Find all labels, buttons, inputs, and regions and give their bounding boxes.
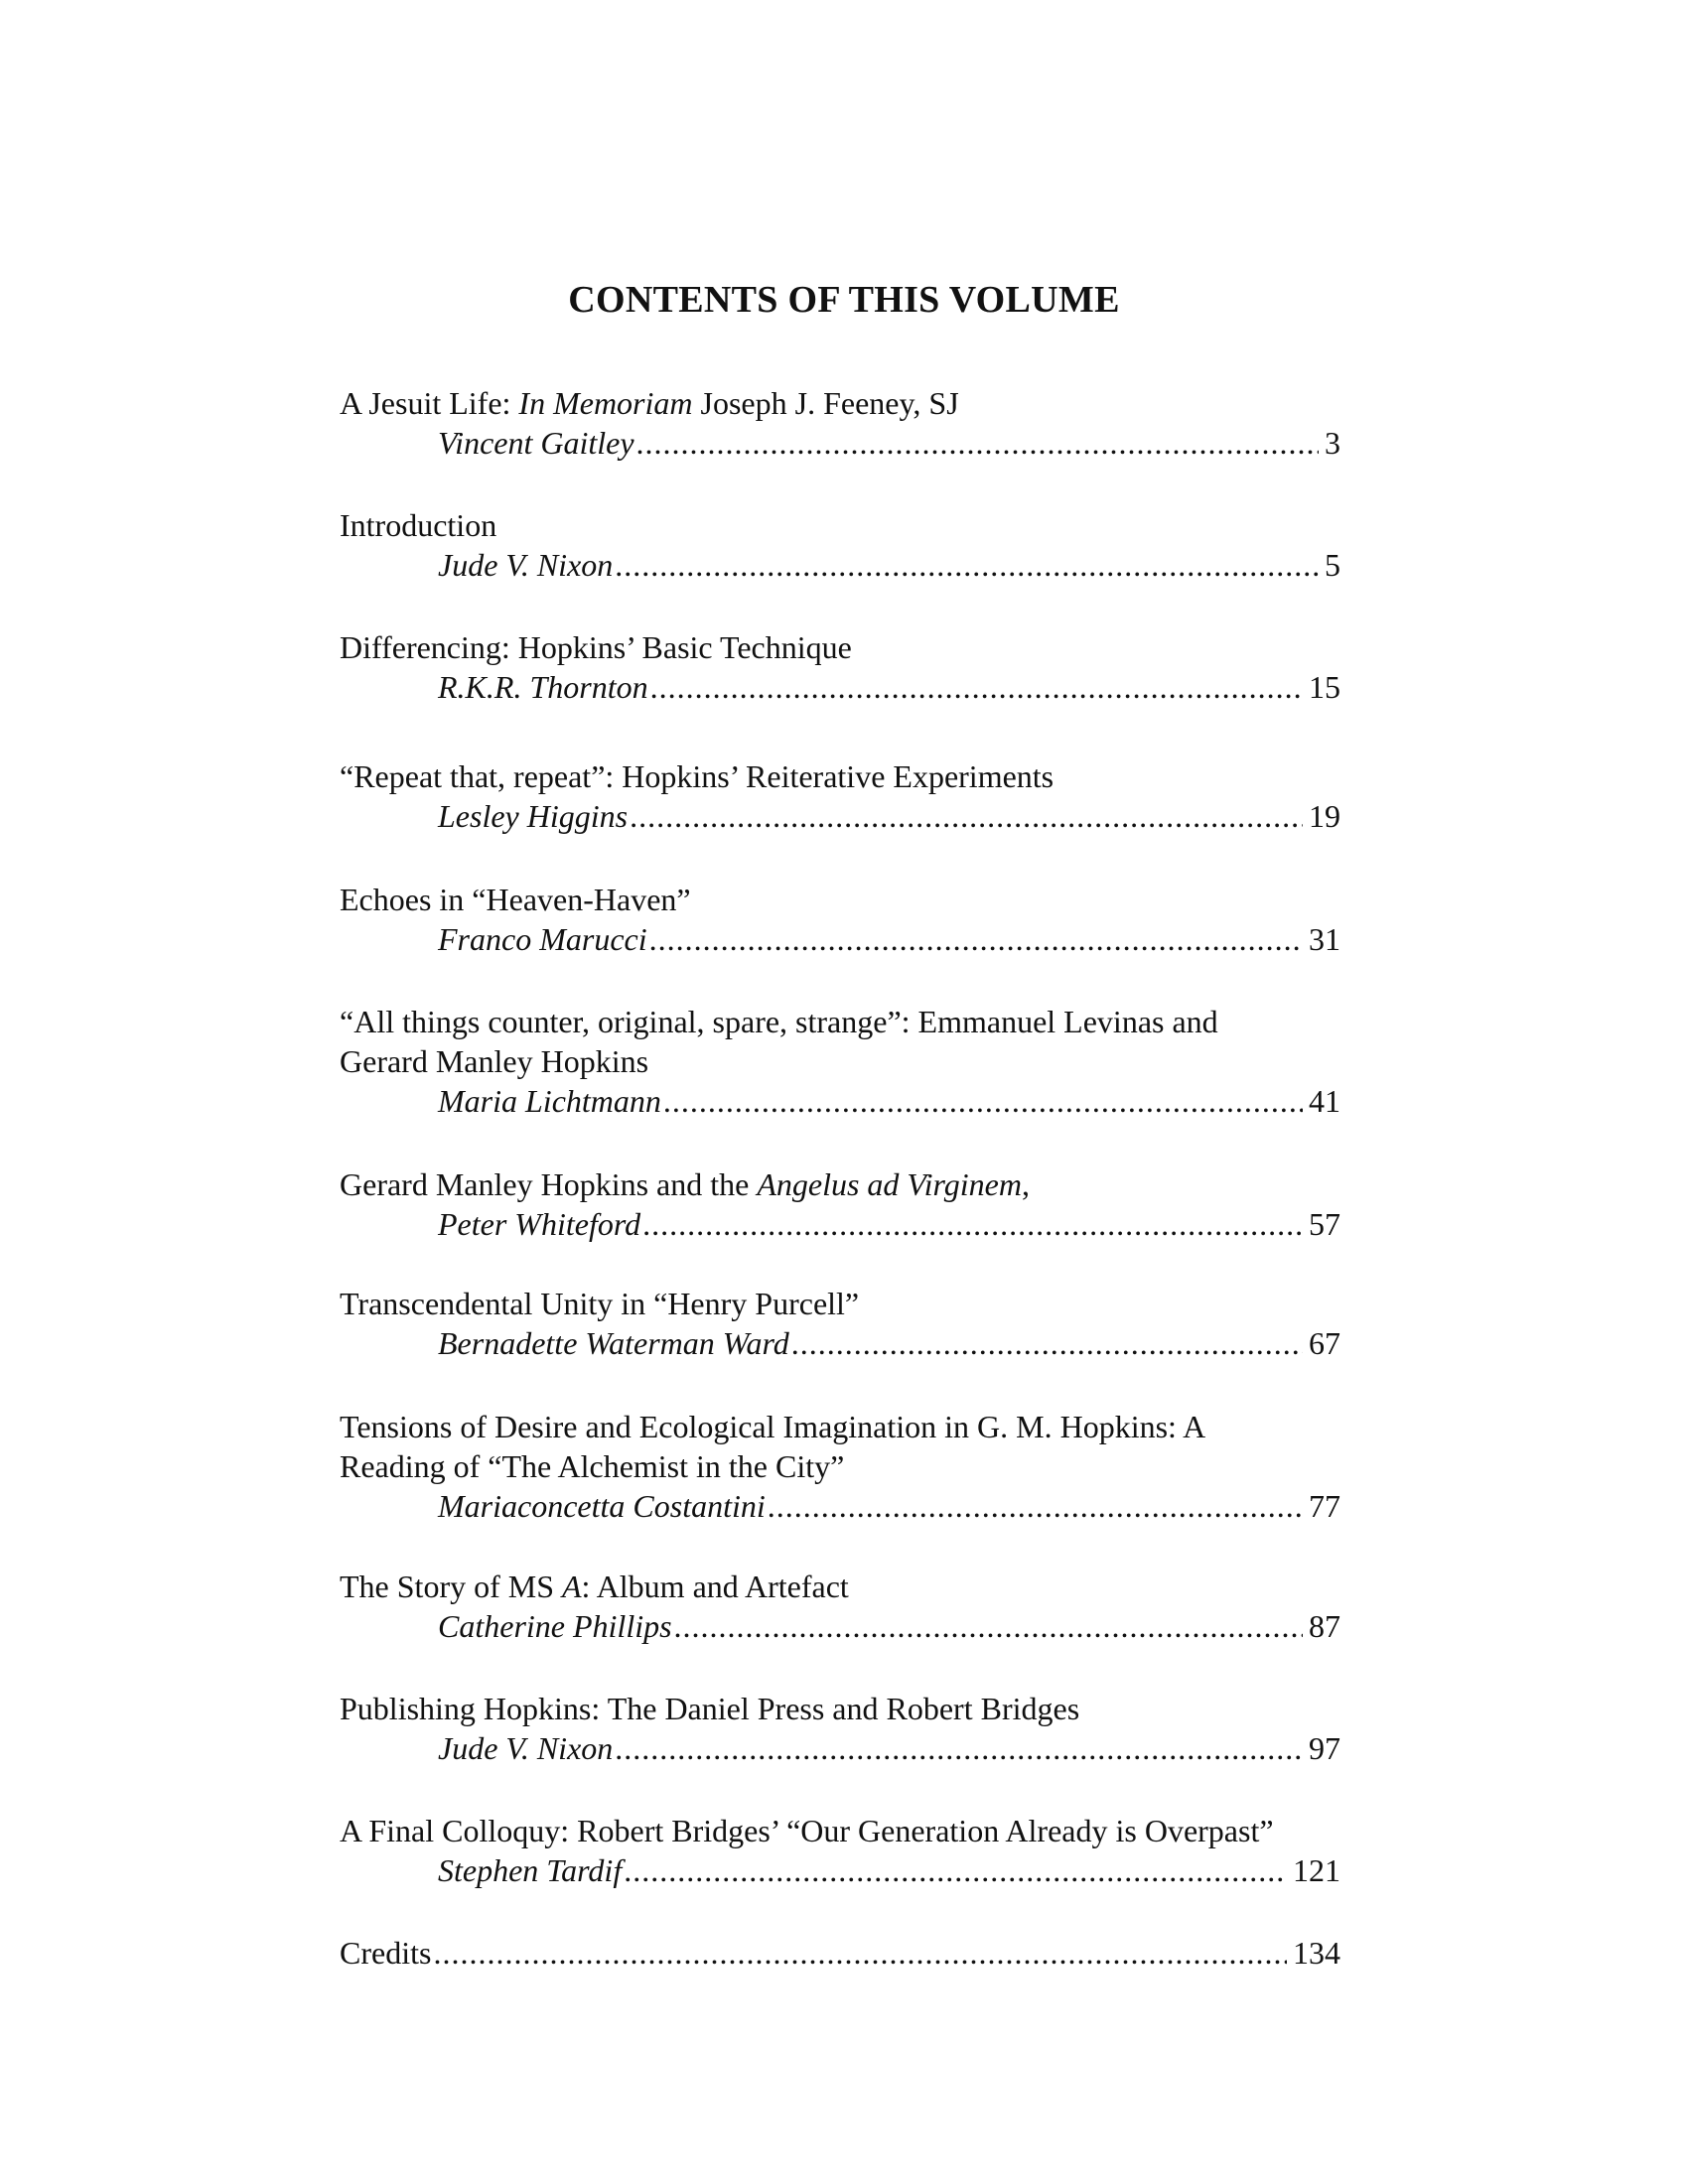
toc-entry [340,1164,1340,1244]
entry-title: Differencing: Hopkins’ Basic Technique [340,629,852,665]
entry-author-line [340,545,1340,585]
entry-author: Peter Whiteford [438,1206,641,1242]
dot-leader [663,1081,1303,1121]
entry-author-line [340,1728,1340,1768]
dot-leader [649,919,1303,959]
entry-author-line [340,796,1340,836]
toc-entry [340,880,1340,959]
entry-page-number: 57 [1309,1206,1340,1242]
dot-leader [791,1323,1303,1363]
toc-entry [340,1811,1340,1890]
entry-page-number: 77 [1309,1488,1340,1524]
entry-title: Gerard Manley Hopkins and the Angelus ad Virginem, [340,1166,1030,1202]
entry-page-number: 121 [1293,1852,1340,1888]
entry-page-number: 97 [1309,1730,1340,1766]
dot-leader [674,1606,1303,1646]
dot-leader [433,1933,1287,1973]
entry-author: Franco Marucci [438,921,647,957]
entry-author: Maria Lichtmann [438,1083,661,1119]
entry-page-number: 3 [1325,425,1340,461]
entry-title: A Final Colloquy: Robert Bridges’ “Our Generation Already is Overpast” [340,1813,1274,1848]
entry-author: Stephen Tardif [438,1852,623,1888]
toc-credits-entry [340,1933,1340,1973]
dot-leader [630,796,1303,836]
entry-author: Bernadette Waterman Ward [438,1325,789,1361]
entry-author-line [340,919,1340,959]
entry-title: The Story of MS A: Album and Artefact [340,1569,849,1604]
entry-page-number: 15 [1309,669,1340,705]
entry-author: Jude V. Nixon [438,1730,614,1766]
credits-line [340,1933,1340,1973]
entry-page-number: 87 [1309,1608,1340,1644]
toc-entry [340,383,1340,463]
toc-entry [340,627,1340,707]
entry-title-line-2: Reading of “The Alchemist in the City” [340,1448,845,1484]
dot-leader [615,545,1319,585]
entry-title: A Jesuit Life: In Memoriam Joseph J. Feeney, SJ [340,385,959,421]
entry-author-line [340,1606,1340,1646]
entry-title-line-1: “All things counter, original, spare, strange”: Emmanuel Levinas and [340,1004,1218,1039]
entry-page-number: 41 [1309,1083,1340,1119]
entry-author: Jude V. Nixon [438,547,614,583]
toc-entry [340,1407,1340,1526]
dot-leader [768,1486,1303,1526]
entry-author: Lesley Higgins [438,798,629,834]
entry-page-number: 31 [1309,921,1340,957]
entry-author: R.K.R. Thornton [438,669,648,705]
dot-leader [615,1728,1303,1768]
entry-author-line [340,1850,1340,1890]
credits-page-number: 134 [1293,1935,1340,1971]
dot-leader [636,423,1319,463]
entry-title-line-1: Tensions of Desire and Ecological Imagination in G. M. Hopkins: A [340,1409,1206,1444]
entry-title: “Repeat that, repeat”: Hopkins’ Reiterative Experiments [340,758,1055,794]
entry-page-number: 5 [1325,547,1340,583]
toc-entry [340,756,1340,836]
page-title: CONTENTS OF THIS VOLUME [568,279,1120,321]
entry-author-line [340,1323,1340,1363]
entry-author-line [340,1081,1340,1121]
dot-leader [624,1850,1287,1890]
toc-entry [340,1002,1340,1121]
entry-title: Publishing Hopkins: The Daniel Press and Robert Bridges [340,1691,1080,1726]
dot-leader [650,667,1303,707]
toc-entry [340,1567,1340,1646]
entry-title: Introduction [340,507,497,543]
entry-author-line [340,423,1340,463]
entry-author: Catherine Phillips [438,1608,672,1644]
entry-page-number: 67 [1309,1325,1340,1361]
entry-author: Mariaconcetta Costantini [438,1488,766,1524]
entry-title-line-2: Gerard Manley Hopkins [340,1043,649,1079]
toc-entry [340,505,1340,585]
dot-leader [642,1204,1303,1244]
entry-author: Vincent Gaitley [438,425,634,461]
toc-entry [340,1284,1340,1363]
entry-author-line [340,1486,1340,1526]
credits-label: Credits [340,1935,432,1971]
entry-title: Echoes in “Heaven-Haven” [340,882,691,917]
entry-author-line [340,667,1340,707]
entry-page-number: 19 [1309,798,1340,834]
entry-title: Transcendental Unity in “Henry Purcell” [340,1286,860,1321]
toc-entry [340,1689,1340,1768]
entry-author-line [340,1204,1340,1244]
